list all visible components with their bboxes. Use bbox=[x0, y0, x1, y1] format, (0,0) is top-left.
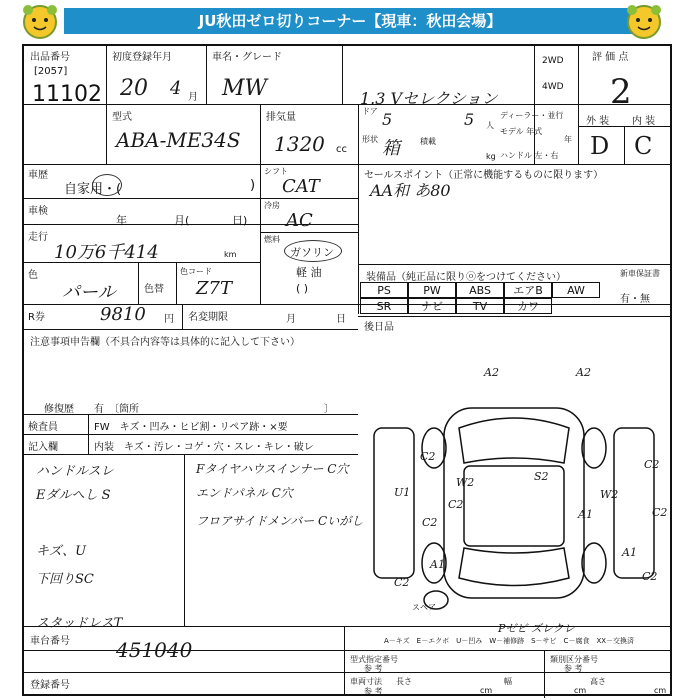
damage-mark: C2 bbox=[448, 498, 464, 511]
use-close: ) bbox=[250, 178, 256, 193]
damage-mark: A1 bbox=[430, 558, 445, 571]
damage-mark: U1 bbox=[394, 486, 411, 499]
shift-value: CAT bbox=[282, 176, 320, 197]
model-year-label: モデル 年式 bbox=[500, 127, 543, 136]
disp-label: 排気量 bbox=[266, 112, 296, 123]
damage-mark: C2 bbox=[420, 450, 436, 463]
note-left-2: Eダルへし S bbox=[36, 488, 111, 503]
equipment-item: ABS bbox=[456, 282, 504, 298]
damage-note: Pゼビ ズレクレ bbox=[498, 622, 575, 635]
repair-close: 〕 bbox=[324, 404, 334, 415]
note-left-1: ハンドルスレ bbox=[36, 464, 114, 479]
rating-label: 評 価 点 bbox=[592, 52, 629, 63]
equipment-item: AW bbox=[552, 282, 600, 298]
model-year-unit: 年 bbox=[564, 135, 572, 144]
repair-label: 修復歴 有 〔箇所 bbox=[44, 404, 139, 415]
spare-label: スペア bbox=[412, 603, 436, 612]
shape-label: 形状 bbox=[362, 135, 378, 144]
equipment-item: カワ bbox=[504, 298, 552, 314]
disp-unit: cc bbox=[336, 144, 347, 155]
color-value: パール bbox=[62, 282, 116, 303]
color-label: 色 bbox=[28, 270, 38, 281]
notes-label: 注意事項申告欄（不具合内容等は具体的に記入して下さい） bbox=[30, 337, 300, 348]
ac-label: 冷房 bbox=[264, 201, 280, 210]
damage-mark: C2 bbox=[644, 458, 660, 471]
meigi-month: 月 bbox=[286, 314, 296, 325]
color-code-label: 色コード bbox=[180, 267, 212, 276]
height-unit: cm bbox=[654, 686, 667, 695]
damage-mark: S2 bbox=[534, 470, 549, 483]
regno-label: 登録番号 bbox=[30, 680, 70, 691]
type-spec-label: 型式指定番号 bbox=[350, 655, 398, 664]
color-code-value: Z7T bbox=[196, 278, 232, 299]
reg-year-label: 初度登録年月 bbox=[112, 52, 172, 63]
aftermarket-label: 後日品 bbox=[364, 322, 394, 333]
damage-mark: C2 bbox=[652, 506, 668, 519]
equipment-item: PS bbox=[360, 282, 408, 298]
dealer-label: ディーラー・並行 bbox=[500, 111, 564, 120]
newcar-value: 有・無 bbox=[620, 294, 650, 305]
damage-mark: C2 bbox=[642, 570, 658, 583]
meigi-day: 日 bbox=[336, 314, 346, 325]
length-unit: cm bbox=[480, 686, 493, 695]
auction-sheet bbox=[22, 44, 672, 696]
class-label: 類別区分番号 bbox=[550, 655, 598, 664]
lot-number: 11102 bbox=[32, 82, 102, 107]
selling-label: セールスポイント（正常に機能するものに限ります） bbox=[364, 170, 604, 181]
seats-value: 5 bbox=[464, 110, 475, 129]
damage-mark: A2 bbox=[484, 366, 499, 379]
damage-mark: A1 bbox=[578, 508, 593, 521]
shape-value: 箱 bbox=[382, 138, 400, 159]
note-left-3: キズ、U bbox=[36, 544, 87, 559]
equipment-item: SR bbox=[360, 298, 408, 314]
damage-mark: C2 bbox=[394, 576, 410, 589]
load-unit: kg bbox=[486, 152, 496, 161]
left-side-outline bbox=[374, 428, 414, 578]
model-label: 型式 bbox=[112, 112, 132, 123]
reg-year: 20 bbox=[120, 76, 148, 101]
damage-mark: C2 bbox=[422, 516, 438, 529]
car-grade: 1.3 Vセレクション bbox=[360, 89, 498, 108]
shaken-year: 年 bbox=[116, 214, 127, 227]
ext-grade: D bbox=[590, 132, 610, 160]
front-right-wheel bbox=[582, 428, 606, 468]
selected-mark bbox=[284, 240, 342, 262]
damage-mark: A1 bbox=[622, 546, 637, 559]
width-label: 幅 bbox=[504, 677, 512, 686]
lot-sub: [2057] bbox=[34, 66, 68, 77]
check-row-2: 内装 キズ・汚レ・コゲ・穴・スレ・キレ・破レ bbox=[94, 442, 314, 453]
model-value: ABA-ME34S bbox=[116, 128, 241, 152]
size-ref: 参 考 bbox=[364, 687, 383, 696]
selling-value: AA和 あ80 bbox=[370, 181, 451, 200]
inspector-label: 検査員 bbox=[28, 422, 58, 433]
fuel-other: ( ) bbox=[296, 282, 309, 295]
handle-label: ハンドル 左・右 bbox=[500, 151, 559, 160]
mileage-label: 走行 bbox=[28, 232, 48, 243]
chassis-label: 車台番号 bbox=[30, 636, 70, 647]
two-wd-option: 2WD bbox=[542, 56, 564, 66]
note-left-4: 下回りSC bbox=[36, 572, 94, 587]
meigi-label: 名変期限 bbox=[188, 312, 228, 323]
r-value: 9810 bbox=[100, 304, 146, 325]
shaken-month: 月( bbox=[174, 214, 190, 227]
mascot-icon bbox=[624, 2, 664, 40]
width-unit: cm bbox=[574, 686, 587, 695]
four-wd-option: 4WD bbox=[542, 82, 564, 92]
equipment-item: TV bbox=[456, 298, 504, 314]
class-ref: 参 考 bbox=[564, 664, 583, 673]
note-left-5: スタッドレスT bbox=[36, 616, 123, 631]
lot-label: 出品番号 bbox=[30, 52, 70, 63]
color-swatch-label: 色替 bbox=[144, 284, 164, 295]
entry-label: 記入欄 bbox=[28, 442, 58, 453]
rear-window bbox=[459, 548, 569, 586]
type-spec-ref: 参 考 bbox=[364, 664, 383, 673]
rear-right-wheel bbox=[582, 543, 606, 583]
disp-value: 1320 bbox=[274, 132, 325, 156]
damage-mark: W2 bbox=[456, 476, 475, 489]
damage-legend: A－キズ E－エクボ U－凹み W－補修跡 S－サビ C－腐食 XX－交換済 bbox=[384, 637, 635, 645]
shift-label: シフト bbox=[264, 167, 288, 176]
car-name: MW bbox=[222, 76, 268, 101]
fuel-diesel: 軽 油 bbox=[296, 266, 322, 279]
r-label: R券 bbox=[28, 312, 45, 323]
damage-mark: A2 bbox=[576, 366, 591, 379]
fuel-label: 燃料 bbox=[264, 235, 280, 244]
seats-unit: 人 bbox=[486, 121, 494, 130]
mascot-icon bbox=[20, 2, 60, 40]
doors-label: ドア bbox=[362, 107, 378, 116]
equip-label: 装備品（純正品に限りⓞをつけてください） bbox=[366, 272, 566, 283]
header bbox=[0, 0, 700, 44]
page-title: JU秋田ゼロ切りコーナー【現車：秋田会場】 bbox=[64, 8, 636, 34]
int-grade: C bbox=[634, 132, 653, 160]
int-label: 内 装 bbox=[632, 116, 656, 127]
mileage-unit: km bbox=[224, 250, 237, 259]
newcar-label: 新車保証書 bbox=[620, 269, 660, 278]
shaken-label: 車検 bbox=[28, 206, 48, 217]
note-right-2: エンドパネル C穴 bbox=[196, 486, 293, 500]
use-value: 自家用・( bbox=[64, 182, 122, 197]
ac-value: AC bbox=[286, 210, 313, 231]
equipment-item: エアB bbox=[504, 282, 552, 298]
ext-label: 外 装 bbox=[586, 116, 610, 127]
equipment-item: ナビ bbox=[408, 298, 456, 314]
size-label: 車両寸法 bbox=[350, 677, 382, 686]
length-label: 長さ bbox=[396, 677, 412, 686]
note-right-3: フロアサイドメンバー Cいがし bbox=[196, 514, 364, 528]
reg-month-unit: 月 bbox=[188, 92, 198, 103]
reg-month: 4 bbox=[170, 78, 182, 99]
car-body-outline bbox=[444, 408, 584, 598]
windshield bbox=[459, 418, 569, 463]
mileage-value: 10万6千414 bbox=[54, 242, 159, 263]
chassis-value: 451040 bbox=[116, 638, 193, 662]
roof-outline bbox=[464, 466, 564, 546]
selected-mark bbox=[92, 174, 122, 196]
load-label: 積載 bbox=[420, 137, 436, 146]
shaken-day: 日) bbox=[232, 214, 248, 227]
note-right-1: Fタイヤハウスインナー C穴 bbox=[196, 462, 349, 476]
name-grade-label: 車名・グレード bbox=[212, 52, 282, 63]
check-row-1: FW キズ・凹み・ヒビ割・リペア跡・×要 bbox=[94, 422, 288, 433]
rating-value: 2 bbox=[610, 72, 632, 112]
r-unit: 円 bbox=[164, 314, 174, 325]
equipment-item: PW bbox=[408, 282, 456, 298]
fuel-gasoline: ガソリン bbox=[290, 246, 334, 259]
height-label: 高さ bbox=[590, 677, 606, 686]
doors-value: 5 bbox=[382, 110, 393, 129]
use-label: 車歴 bbox=[28, 170, 48, 181]
damage-mark: W2 bbox=[600, 488, 619, 501]
